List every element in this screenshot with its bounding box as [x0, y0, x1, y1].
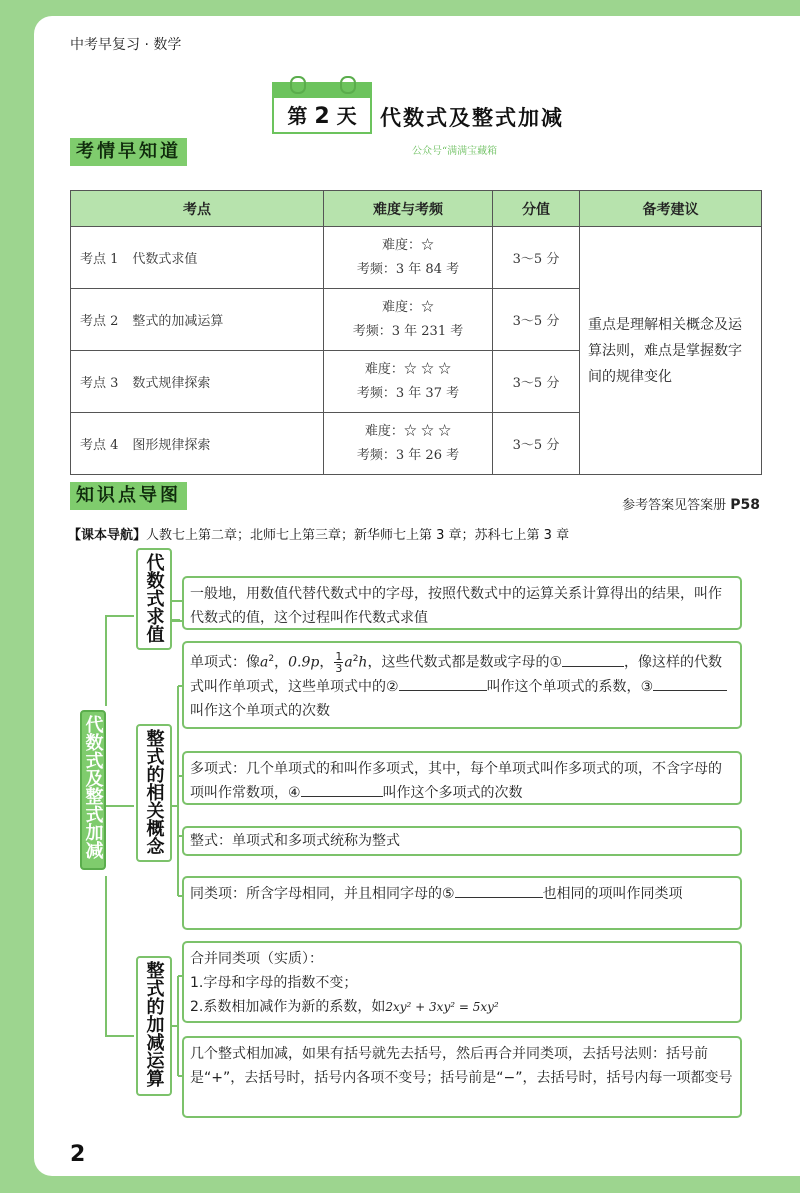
blank-1[interactable]	[562, 652, 624, 667]
exam-point-cell: 考点 4 图形规律探索	[71, 413, 324, 475]
polynomial-definition: 多项式：几个单项式的和叫作多项式，其中，每个单项式叫作多项式的项，不含字母的项叫作常数项，④ 叫作这个多项式的次数	[182, 751, 742, 805]
book-title: 中考早复习 · 数学	[70, 37, 182, 53]
page-number: 2	[70, 1142, 86, 1167]
blank-4[interactable]	[301, 782, 383, 797]
page-title: 代数式及整式加减	[380, 106, 564, 130]
like-terms-definition: 同类项：所含字母相同，并且相同字母的⑤ 也相同的项叫作同类项	[182, 876, 742, 930]
day-label: 第 2 天	[287, 104, 357, 129]
monomial-definition: 单项式：像$a^2$，0.9p， $\frac{1}{3}$ $a^2h$，这些代数式都是数或字母的① ，像这样的代数式叫作单项式，这些单项式中的② 叫作这个单项式的系数，③叫作这个单项式的次数	[182, 641, 742, 729]
exam-point-cell: 考点 3 数式规律探索	[71, 351, 324, 413]
textbook-navigation: 【课本导航】人教七上第二章；北师七上第三章；新华师七上第 3 章；苏科七上第 3 章	[68, 528, 570, 543]
score-cell: 3～5 分	[493, 289, 580, 351]
blank-3[interactable]	[653, 676, 727, 691]
difficulty-cell: 难度：☆ ☆ ☆ 考频：3 年 37 考	[324, 351, 493, 413]
mindmap-root: 代数式及整式加减	[80, 710, 106, 870]
branch-eval: 代数式求值	[136, 548, 172, 650]
table-header: 考点	[71, 191, 324, 227]
combine-like-terms: 合并同类项（实质）： 1.字母和字母的指数不变； 2.系数相加减作为新的系数，如2xy² + 3xy² = 5xy²	[182, 941, 742, 1023]
advice-cell: 重点是理解相关概念及运算法则，难点是掌握数字间的规律变化	[580, 227, 762, 475]
score-cell: 3～5 分	[493, 227, 580, 289]
eval-definition: 一般地，用数值代替代数式中的字母，按照代数式中的运算关系计算得出的结果，叫作代数式的值，这个过程叫作代数式求值	[182, 576, 742, 630]
difficulty-cell: 难度：☆ 考频：3 年 231 考	[324, 289, 493, 351]
table-header: 备考建议	[580, 191, 762, 227]
exam-point-cell: 考点 1 代数式求值	[71, 227, 324, 289]
table-header: 难度与考频	[324, 191, 493, 227]
table-header: 分值	[493, 191, 580, 227]
addsub-rule: 几个整式相加减，如果有括号就先去括号，然后再合并同类项，去括号法则：括号前是“+”，去括号时，括号内各项不变号；括号前是“−”，去括号时，括号内每一项都变号	[182, 1036, 742, 1118]
blank-5[interactable]	[455, 883, 543, 898]
integral-definition: 整式：单项式和多项式统称为整式	[182, 826, 742, 856]
score-cell: 3～5 分	[493, 413, 580, 475]
branch-addsub: 整式的加减运算	[136, 956, 172, 1096]
branch-concepts: 整式的相关概念	[136, 724, 172, 862]
fraction: $\frac{1}{3}$	[335, 650, 343, 676]
blank-2[interactable]	[399, 676, 487, 691]
difficulty-cell: 难度：☆ 考频：3 年 84 考	[324, 227, 493, 289]
section-overview: 考情早知道	[70, 138, 187, 166]
section-mindmap: 知识点导图	[70, 482, 187, 510]
exam-point-cell: 考点 2 整式的加减运算	[71, 289, 324, 351]
watermark: 公众号“满满宝藏箱	[412, 146, 498, 157]
page	[34, 16, 800, 1176]
answer-reference: 参考答案见答案册 P58	[622, 497, 760, 513]
difficulty-cell: 难度：☆ ☆ ☆ 考频：3 年 26 考	[324, 413, 493, 475]
score-cell: 3～5 分	[493, 351, 580, 413]
